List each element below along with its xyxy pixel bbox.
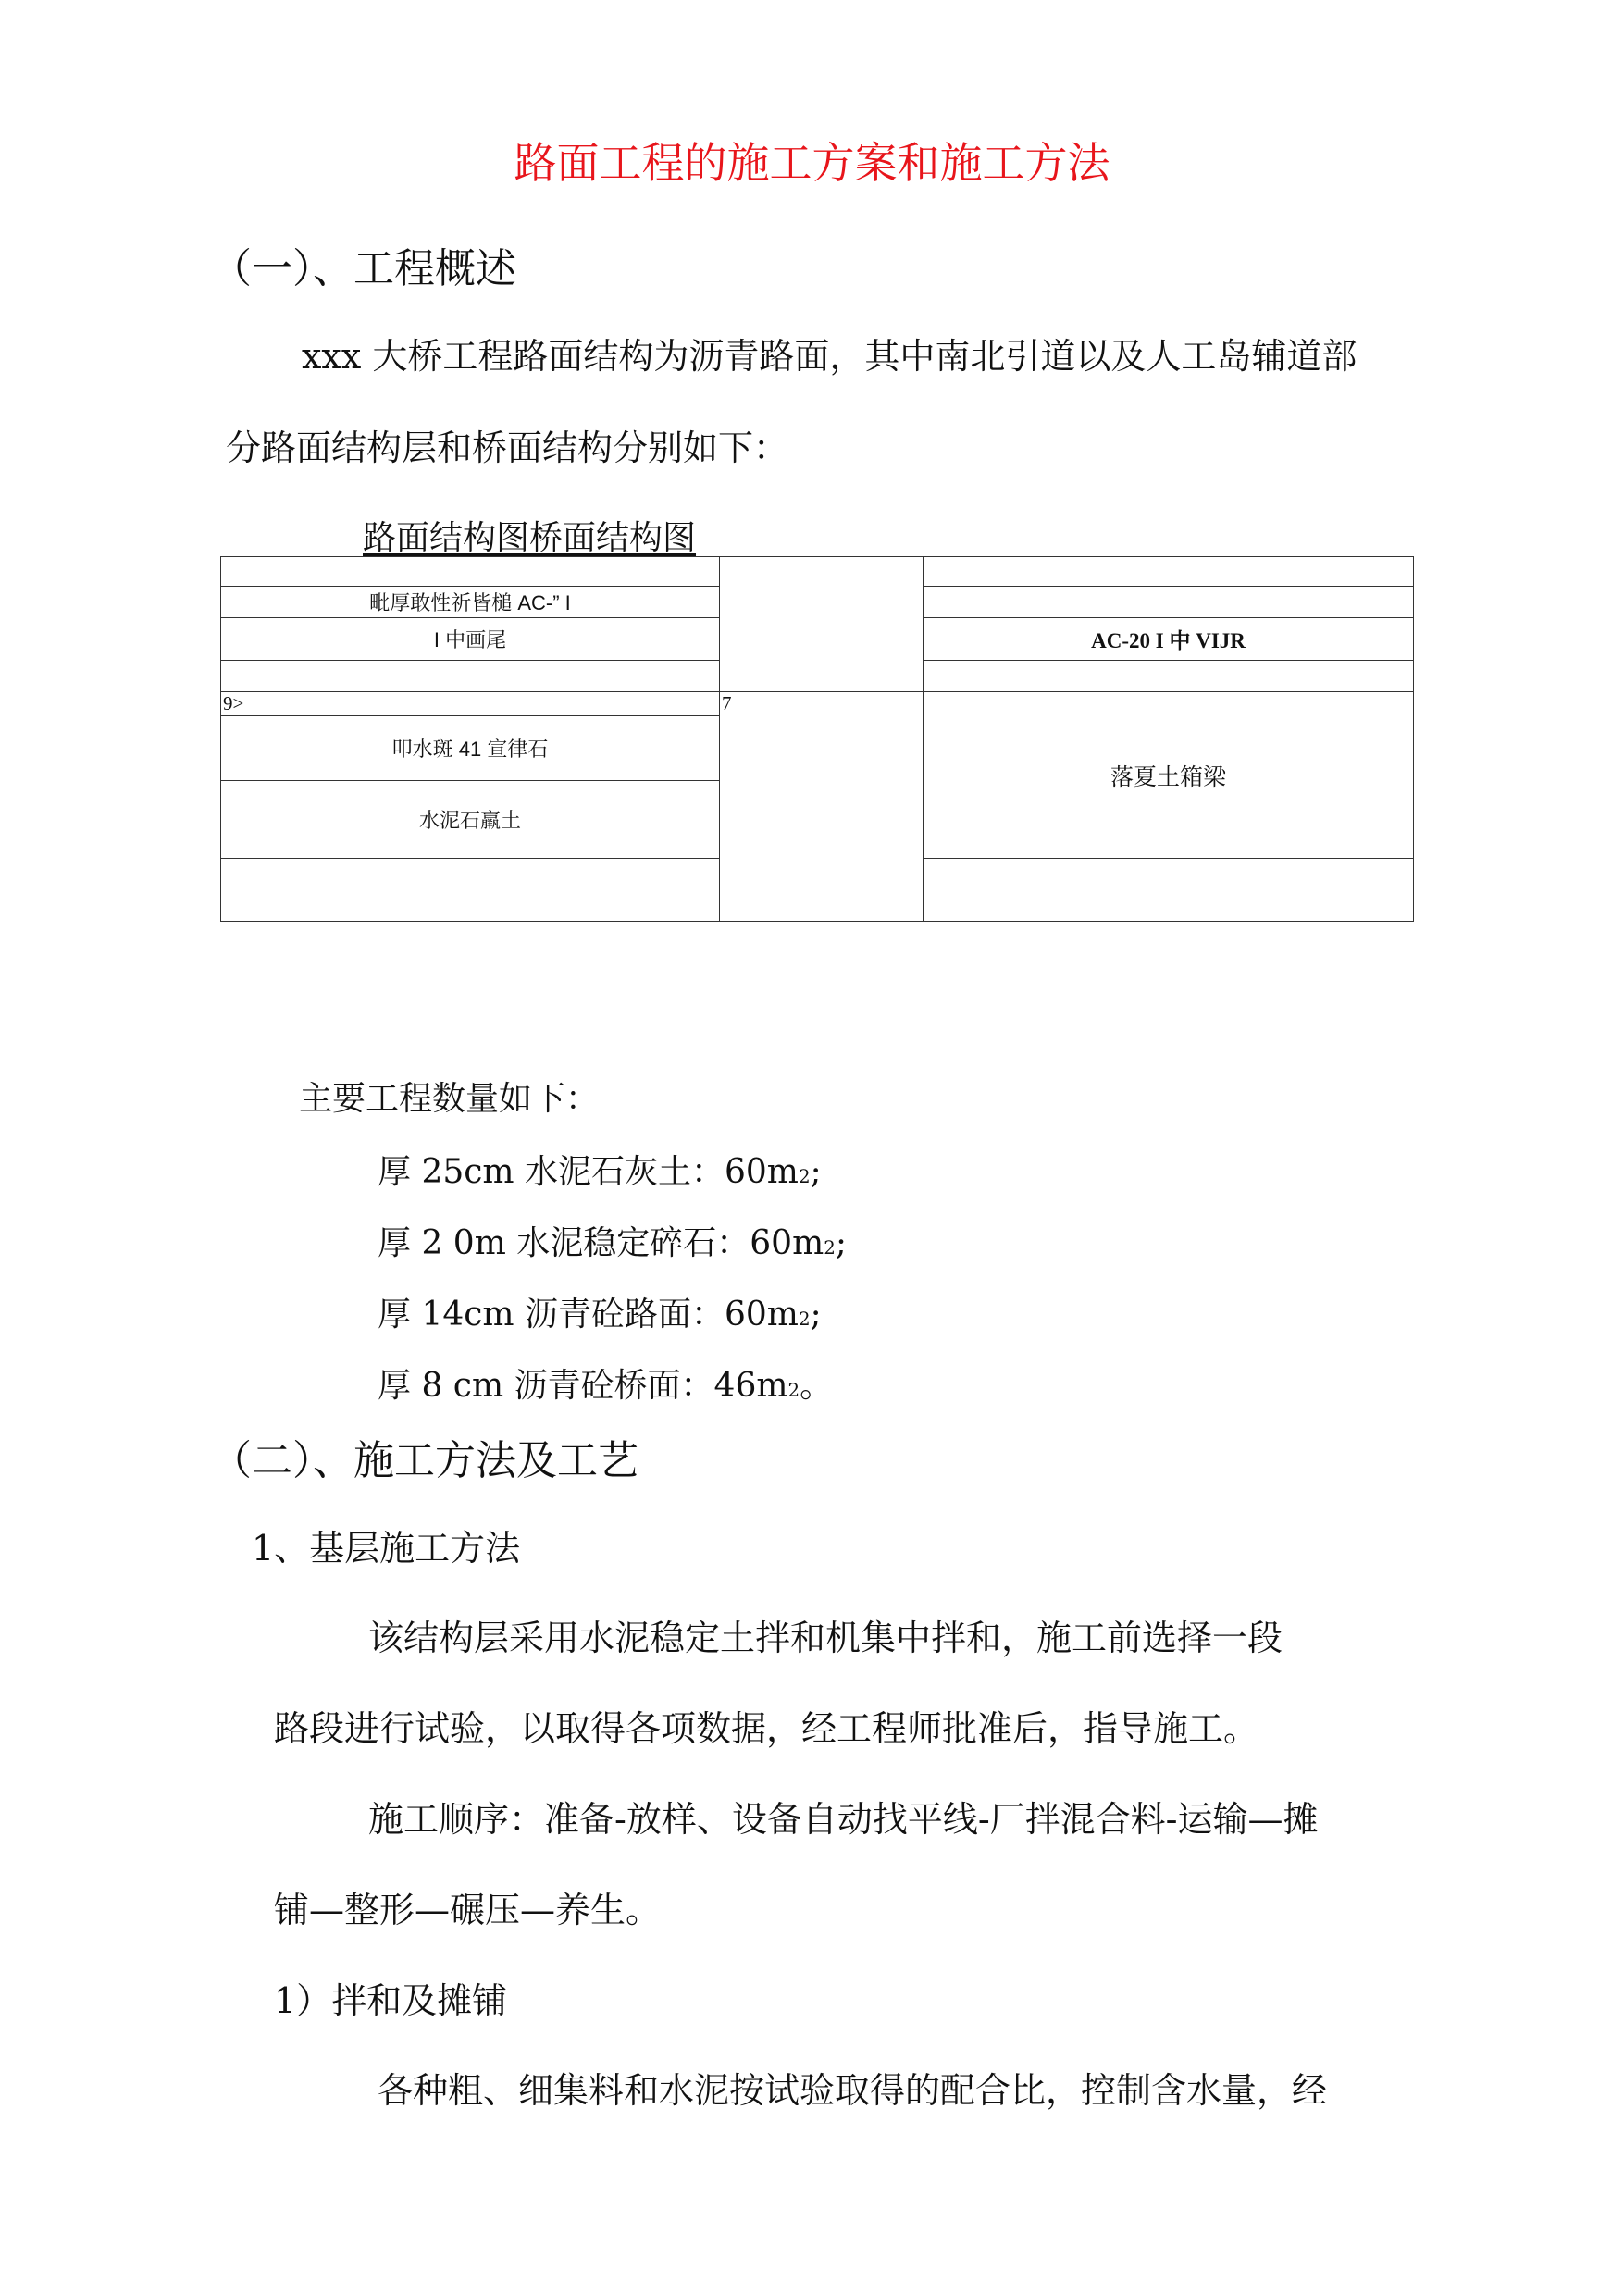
table-cell-right-r2 bbox=[924, 587, 1414, 618]
method-para-3-line-1: 各种粗、细集料和水泥按试验取得的配合比，控制含水量，经 bbox=[378, 2070, 1328, 2111]
table-cell-right-r8 bbox=[924, 859, 1414, 922]
method-para-2-line-2: 铺—整形—碾压—养生。 bbox=[274, 1890, 662, 1930]
method-para-1-line-2: 路段进行试验，以取得各项数据，经工程师批准后，指导施工。 bbox=[274, 1708, 1259, 1749]
section-2-heading: （二）、施工方法及工艺 bbox=[211, 1437, 638, 1484]
table-cell-right-r1 bbox=[924, 557, 1414, 587]
table-caption: 路面结构图桥面结构图 bbox=[363, 519, 697, 557]
method-para-1-line-1: 该结构层采用水泥稳定土拌和机集中拌和，施工前选择一段 bbox=[368, 1618, 1283, 1658]
table-cell-left-r6: 叩水斑 41 宣律石 bbox=[221, 716, 720, 781]
structure-table bbox=[220, 556, 1414, 922]
table-cell-left-r8 bbox=[221, 859, 720, 922]
quantity-item: 厚 25cm 水泥石灰土：60m2; bbox=[378, 1153, 822, 1191]
table-cell-mid-bottom: 7 bbox=[720, 692, 924, 922]
overview-para-line-1: xxx 大桥工程路面结构为沥青路面，其中南北引道以及人工岛辅道部 bbox=[302, 336, 1357, 377]
table-cell-right-r5: 落夏土箱梁 bbox=[924, 692, 1414, 859]
subsection-1-heading: 1、基层施工方法 bbox=[252, 1528, 521, 1569]
method-para-2-line-1: 施工顺序：准备-放样、设备自动找平线-厂拌混合料-运输—摊 bbox=[368, 1799, 1319, 1840]
table-cell-left-r7: 水泥石羸土 bbox=[221, 781, 720, 859]
table-cell-left-r5-mark: 9> bbox=[221, 692, 720, 716]
table-cell-left-r3: I 中画尾 bbox=[221, 618, 720, 661]
subsection-2-heading: 1）拌和及摊铺 bbox=[274, 1980, 508, 2021]
section-1-heading: （一）、工程概述 bbox=[211, 245, 516, 292]
document-title: 路面工程的施工方案和施工方法 bbox=[514, 138, 1110, 188]
table-cell-right-r4 bbox=[924, 661, 1414, 692]
overview-para-line-2: 分路面结构层和桥面结构分别如下： bbox=[226, 428, 789, 468]
quantities-intro: 主要工程数量如下： bbox=[299, 1080, 600, 1118]
table-cell-left-r1 bbox=[221, 557, 720, 587]
quantity-item: 厚 8 cm 沥青砼桥面：46m2。 bbox=[378, 1367, 834, 1405]
table-cell-left-r4 bbox=[221, 661, 720, 692]
quantity-item: 厚 14cm 沥青砼路面：60m2; bbox=[378, 1296, 822, 1334]
table-cell-right-r3: AC-20 I 中 VIJR bbox=[924, 618, 1414, 661]
table-cell-left-r2: 毗厚敢性祈皆槌 AC-” I bbox=[221, 587, 720, 618]
table-cell-mid-top bbox=[720, 557, 924, 692]
quantity-item: 厚 2 0m 水泥稳定碎石：60m2; bbox=[378, 1224, 847, 1262]
